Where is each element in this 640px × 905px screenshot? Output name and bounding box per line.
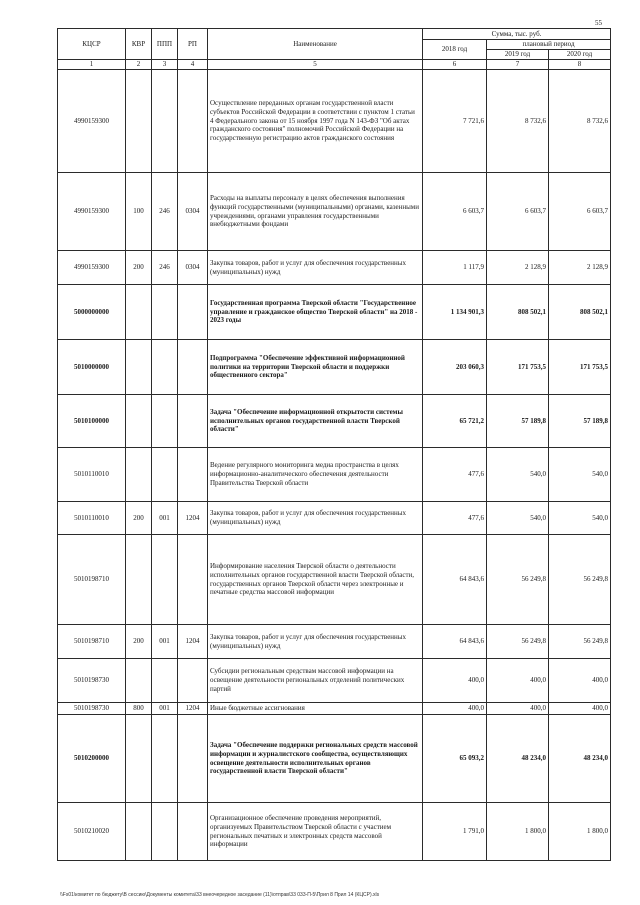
cell-rp [178, 395, 208, 448]
cell-kvr [126, 285, 152, 340]
table-row [58, 340, 611, 395]
cell-2019: 540,0 [487, 502, 549, 535]
header-sum: Сумма, тыс. руб. [423, 29, 611, 40]
cell-2020: 48 234,0 [549, 715, 611, 803]
cell-kvr [126, 535, 152, 625]
cell-kvr [126, 448, 152, 502]
cell-kcsr: 5010198710 [58, 625, 126, 659]
cell-kcsr: 5010198730 [58, 703, 126, 715]
cell-2018: 6 603,7 [423, 173, 487, 251]
cell-rp: 0304 [178, 251, 208, 285]
cell-2018: 65 093,2 [423, 715, 487, 803]
header-planned-period: плановый период [487, 40, 611, 50]
cell-kcsr: 4990159300 [58, 251, 126, 285]
cell-2018: 1 791,0 [423, 803, 487, 861]
cell-rp [178, 535, 208, 625]
cell-ppp [152, 340, 178, 395]
table-row [58, 251, 611, 285]
header-name: Наименование [208, 29, 423, 60]
table-row [58, 395, 611, 448]
cell-ppp [152, 285, 178, 340]
cell-name: Закупка товаров, работ и услуг для обеспечения государственных (муниципальных) нужд [208, 251, 423, 285]
cell-ppp: 001 [152, 703, 178, 715]
header-2018: 2018 год [423, 40, 487, 60]
cell-2020: 6 603,7 [549, 173, 611, 251]
cell-2020: 540,0 [549, 448, 611, 502]
cell-ppp [152, 448, 178, 502]
column-number: 3 [152, 60, 178, 70]
cell-name: Государственная программа Тверской области "Государственное управление и гражданское общество Тверской области" на 2018 - 2023 годы [208, 285, 423, 340]
cell-2020: 171 753,5 [549, 340, 611, 395]
budget-table [57, 28, 611, 861]
cell-ppp [152, 395, 178, 448]
cell-kvr [126, 340, 152, 395]
cell-2020: 808 502,1 [549, 285, 611, 340]
cell-2019: 540,0 [487, 448, 549, 502]
cell-kcsr: 5010210020 [58, 803, 126, 861]
column-number: 5 [208, 60, 423, 70]
cell-2020: 8 732,6 [549, 70, 611, 173]
cell-2018: 477,6 [423, 448, 487, 502]
column-number-row [58, 60, 611, 70]
column-number: 2 [126, 60, 152, 70]
cell-name: Задача "Обеспечение поддержки региональных средств массовой информации и журналистского сообщества, осуществляющих освещение деятельности исполнительных органов государственной власти Тверской области" [208, 715, 423, 803]
column-number: 4 [178, 60, 208, 70]
cell-kvr: 800 [126, 703, 152, 715]
cell-2018: 477,6 [423, 502, 487, 535]
cell-name: Иные бюджетные ассигнования [208, 703, 423, 715]
cell-ppp [152, 659, 178, 703]
cell-name: Субсидии региональным средствам массовой информации на освещение деятельности региональных отделений политических партий [208, 659, 423, 703]
header-2020: 2020 год [549, 50, 611, 60]
cell-name: Задача "Обеспечение информационной открытости системы исполнительных органов государственной власти Тверской области" [208, 395, 423, 448]
cell-kcsr: 5010200000 [58, 715, 126, 803]
table-row [58, 535, 611, 625]
cell-2019: 56 249,8 [487, 625, 549, 659]
cell-2019: 400,0 [487, 703, 549, 715]
file-path-footer: \\Fs01\комитет по бюджету\В сессию\Документы комитета\33 внеочередное заседание (11)\отправ\33 033-П-5\Прил 8 Прил 14 (КЦСР).xls [60, 892, 380, 898]
header-2019: 2019 год [487, 50, 549, 60]
cell-ppp [152, 70, 178, 173]
cell-2018: 203 060,3 [423, 340, 487, 395]
table-row [58, 502, 611, 535]
cell-kcsr: 5000000000 [58, 285, 126, 340]
cell-2019: 57 189,8 [487, 395, 549, 448]
cell-rp [178, 285, 208, 340]
table-row [58, 803, 611, 861]
cell-2018: 400,0 [423, 703, 487, 715]
cell-name: Подпрограмма "Обеспечение эффективной информационной политики на территории Тверской области и поддержки общественного сектора" [208, 340, 423, 395]
cell-kvr [126, 659, 152, 703]
cell-rp [178, 340, 208, 395]
cell-ppp: 001 [152, 502, 178, 535]
column-number: 6 [423, 60, 487, 70]
cell-kvr [126, 395, 152, 448]
cell-2020: 2 128,9 [549, 251, 611, 285]
cell-2020: 56 249,8 [549, 625, 611, 659]
cell-name: Закупка товаров, работ и услуг для обеспечения государственных (муниципальных) нужд [208, 502, 423, 535]
cell-ppp: 246 [152, 173, 178, 251]
cell-2019: 56 249,8 [487, 535, 549, 625]
cell-2018: 64 843,6 [423, 535, 487, 625]
cell-kcsr: 4990159300 [58, 173, 126, 251]
cell-kvr: 100 [126, 173, 152, 251]
cell-2019: 808 502,1 [487, 285, 549, 340]
cell-rp [178, 803, 208, 861]
cell-2019: 400,0 [487, 659, 549, 703]
cell-2018: 1 117,9 [423, 251, 487, 285]
cell-2020: 1 800,0 [549, 803, 611, 861]
cell-rp [178, 715, 208, 803]
cell-rp: 1204 [178, 703, 208, 715]
cell-kvr: 200 [126, 502, 152, 535]
cell-2020: 540,0 [549, 502, 611, 535]
cell-kcsr: 5010110010 [58, 502, 126, 535]
cell-rp: 1204 [178, 502, 208, 535]
cell-2018: 7 721,6 [423, 70, 487, 173]
cell-kcsr: 5010100000 [58, 395, 126, 448]
cell-2019: 48 234,0 [487, 715, 549, 803]
table-row [58, 448, 611, 502]
cell-2019: 6 603,7 [487, 173, 549, 251]
column-number: 8 [549, 60, 611, 70]
cell-2018: 400,0 [423, 659, 487, 703]
cell-ppp: 001 [152, 625, 178, 659]
cell-kcsr: 5010198710 [58, 535, 126, 625]
table-row [58, 715, 611, 803]
cell-name: Организационное обеспечение проведения мероприятий, организуемых Правительством Тверской области с участием региональных печатных и электронных средств массовой информации [208, 803, 423, 861]
table-row [58, 285, 611, 340]
cell-2018: 65 721,2 [423, 395, 487, 448]
cell-2019: 8 732,6 [487, 70, 549, 173]
header-kcsr: КЦСР [58, 29, 126, 60]
cell-kcsr: 5010000000 [58, 340, 126, 395]
cell-rp: 0304 [178, 173, 208, 251]
header-rp: РП [178, 29, 208, 60]
cell-kvr [126, 70, 152, 173]
cell-2019: 171 753,5 [487, 340, 549, 395]
cell-kcsr: 5010110010 [58, 448, 126, 502]
cell-name: Информирование населения Тверской области о деятельности исполнительных органов государственной власти Тверской области, государственных органов Тверской области через электронные и печатные средства массовой информации [208, 535, 423, 625]
table-row [58, 703, 611, 715]
header-kvr: КВР [126, 29, 152, 60]
column-number: 7 [487, 60, 549, 70]
cell-kvr: 200 [126, 251, 152, 285]
cell-2019: 1 800,0 [487, 803, 549, 861]
cell-name: Осуществление переданных органам государственной власти субъектов Российской Федерации в соответствии с пунктом 1 статьи 4 Федерального закона от 15 ноября 1997 года N 143-ФЗ "Об актах гражданского состояния" полномочий Российской Федерации на государственную регистрацию актов гражданского состояния [208, 70, 423, 173]
cell-kvr: 200 [126, 625, 152, 659]
cell-ppp [152, 803, 178, 861]
cell-2018: 1 134 901,3 [423, 285, 487, 340]
table-row [58, 659, 611, 703]
header-ppp: ППП [152, 29, 178, 60]
cell-kcsr: 5010198730 [58, 659, 126, 703]
cell-2020: 400,0 [549, 703, 611, 715]
cell-ppp [152, 715, 178, 803]
table-row [58, 173, 611, 251]
cell-kvr [126, 803, 152, 861]
column-number: 1 [58, 60, 126, 70]
table-row [58, 625, 611, 659]
cell-2020: 400,0 [549, 659, 611, 703]
cell-kvr [126, 715, 152, 803]
cell-ppp [152, 535, 178, 625]
cell-rp [178, 659, 208, 703]
cell-name: Ведение регулярного мониторинга медиа пространства в целях информационно-аналитического обеспечения деятельности Правительства Тверской области [208, 448, 423, 502]
cell-ppp: 246 [152, 251, 178, 285]
cell-name: Закупка товаров, работ и услуг для обеспечения государственных (муниципальных) нужд [208, 625, 423, 659]
page-number: 55 [595, 19, 602, 27]
cell-2020: 56 249,8 [549, 535, 611, 625]
cell-2020: 57 189,8 [549, 395, 611, 448]
cell-rp [178, 70, 208, 173]
cell-2018: 64 843,6 [423, 625, 487, 659]
table-row [58, 70, 611, 173]
cell-kcsr: 4990159300 [58, 70, 126, 173]
cell-2019: 2 128,9 [487, 251, 549, 285]
cell-rp: 1204 [178, 625, 208, 659]
cell-name: Расходы на выплаты персоналу в целях обеспечения выполнения функций государственными (муниципальными) органами, казенными учреждениями, органами управления государственными внебюджетными фондами [208, 173, 423, 251]
cell-rp [178, 448, 208, 502]
